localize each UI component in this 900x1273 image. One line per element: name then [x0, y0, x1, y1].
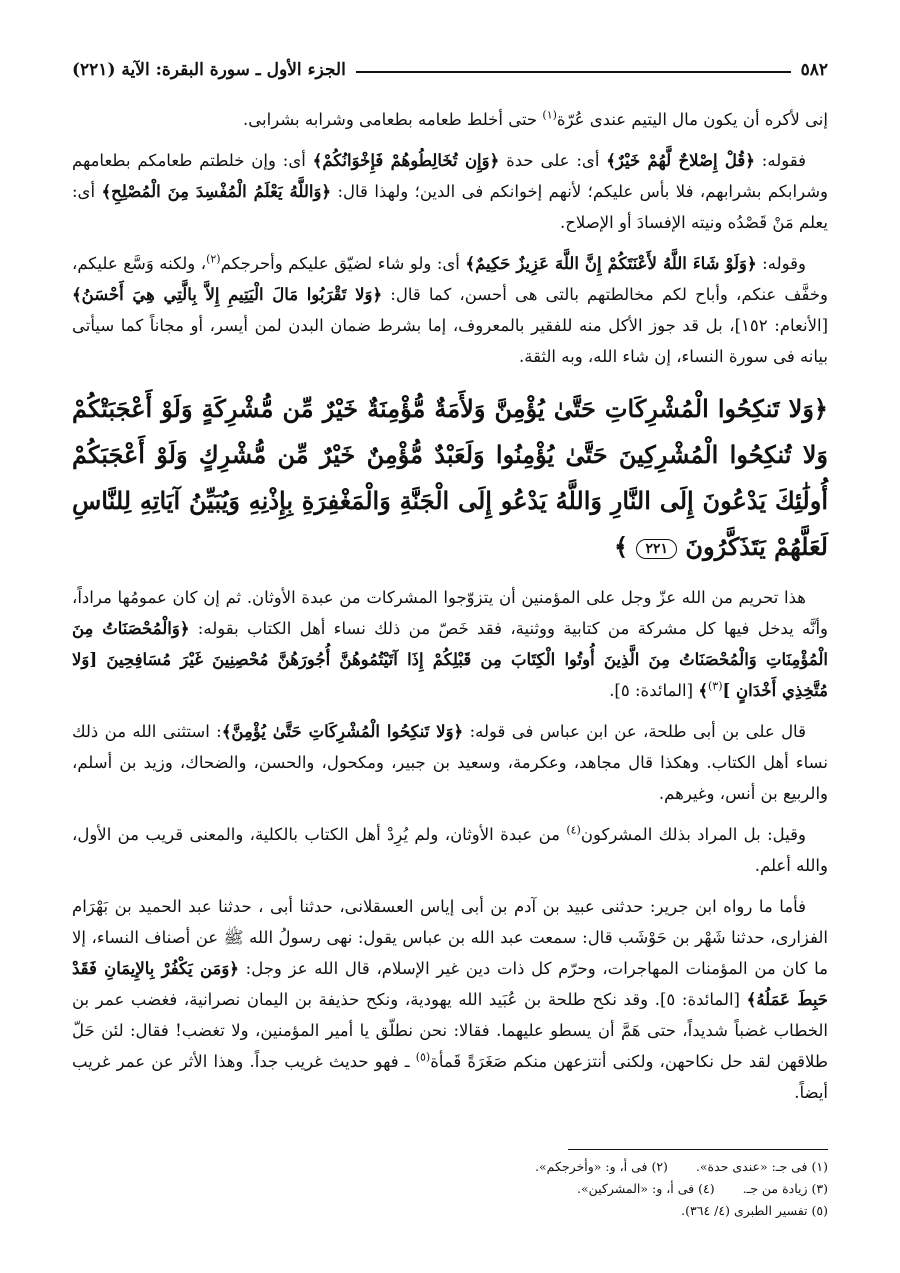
quran-quote: ﴿وَاللَّهُ يَعْلَمُ الْمُفْسِدَ مِنَ الْمُصْلِحِ﴾	[101, 182, 332, 201]
text-run: أى: ولو شاء لضيّق عليكم وأحرجكم	[220, 254, 466, 273]
footnote-ref: (١)	[542, 108, 557, 122]
commentary-paragraph	[72, 819, 828, 881]
page-body	[72, 104, 828, 1108]
quran-quote: ﴿وَلا تَقْرَبُوا مَالَ الْيَتِيمِ إِلاَّ بِالَّتِي هِيَ أَحْسَنُ﴾	[72, 285, 383, 304]
commentary-paragraph	[72, 248, 828, 372]
text-run: [المائدة: ٥]. وقد نكح طلحة بن عُبَيد الله يهودية، ونكح حذيفة بن اليمان نصرانية، فغضب عمر بن الخطاب غضباً شديداً، حتى هَمَّ أن يسطو عليهما. فقالا: نحن نطلّق يا أمير المؤمنين، ولا تغضب! فقال: لئن حَلّ طلاقهن لقد حل نكاحهن، ولكنى أنتزعهن منكم صَغَرَةً قَمأة	[72, 990, 828, 1071]
text-run: أى: على حدة	[499, 151, 607, 170]
footnote-ref: (٥)	[415, 1050, 431, 1064]
quran-quote: ﴿وَلا تَنكِحُوا الْمُشْرِكَاتِ حَتَّىٰ يُؤْمِنَّ﴾	[221, 722, 464, 741]
footnote-ref: (٣)	[707, 679, 723, 693]
text-run: هذا تحريم من الله عزّ وجل على المؤمنين أن يتزوّجوا المشركات من عبدة الأوثان. ثم إن كان عمومُها مراداً، وأنَّه يدخل فيها كل مشركة من كتابية ووثنية، فقد خَصّ من ذلك نساء أهل الكتاب بقوله:	[72, 588, 828, 638]
commentary-paragraph	[72, 891, 828, 1108]
footnote-row	[72, 1200, 828, 1222]
commentary-paragraph	[72, 145, 828, 238]
footnote-3: (٣) زيادة من جـ.	[742, 1181, 828, 1196]
footnote-5: (٥) تفسير الطبرى (٤/ ٣٦٤).	[681, 1203, 828, 1218]
commentary-paragraph	[72, 582, 828, 706]
text-run: فأما ما رواه ابن جرير: حدثنى عبيد بن آدم بن أبى إياس العسقلانى، حدثنا أبى ، حدثنا عبد الحميد بن بَهْرَام الفزارى، حدثنا شَهْر بن حَوْشَب قال: سمعت عبد الله بن عباس يقول: نهى رسولُ الله ﷺ عن أصناف النساء، إلا ما كان من المؤمنات المهاجرات، وحرّم كل ذات دين غير الإسلام، قال الله عز وجل:	[72, 897, 828, 978]
text-run: ـ فهو حديث غريب جداً. وهذا الأثر عن عمر غريب أيضاً.	[72, 1052, 828, 1102]
quran-quote: ﴿وَمَن يَكْفُرْ بِالإِيمَانِ فَقَدْ حَبِطَ عَمَلُهُ﴾	[72, 959, 829, 1009]
page-header	[72, 60, 828, 80]
text-run: فقوله:	[754, 151, 806, 170]
footnote-ref: (٤)	[566, 823, 581, 837]
quran-quote: ﴿قُلْ إِصْلاحٌ لَّهُمْ خَيْرٌ﴾	[606, 151, 755, 170]
verse-block	[72, 386, 828, 570]
text-run: [الأنعام: ١٥٢]، بل قد جوز الأكل منه للفقير بالمعروف، إما بشرط ضمان البدن لمن أيسر، أو مجاناً كما سيأتى بيانه فى سورة النساء، إن شاء الله، وبه الثقة.	[72, 316, 829, 366]
footnote-4: (٤) فى أ، و: «المشركين».	[576, 1181, 715, 1196]
text-run: حتى أخلط طعامه بطعامى وشرابه بشرابى.	[243, 110, 543, 129]
text-run: أى: وإن خلطتم طعامكم بطعامهم وشرابكم بشرابهم، فلا بأس عليكم؛ لأنهم إخوانكم فى الدين؛ ولهذا قال:	[72, 151, 828, 201]
text-run: ، ولكنه وَسَّع عليكم، وخفَّف عنكم، وأباح لكم مخالطتهم بالتى هى أحسن، كما قال:	[72, 254, 828, 304]
text-run: إنى لأكره أن يكون مال اليتيم عندى عُرّة	[556, 110, 828, 129]
text-run: قال على بن أبى طلحة، عن ابن عباس فى قوله:	[463, 722, 806, 741]
footnotes	[72, 1149, 828, 1222]
verse-number-badge: ٢٢١	[636, 539, 677, 559]
quran-quote: ﴿وَالْمُحْصَنَاتُ مِنَ الْمُؤْمِنَاتِ وَالْمُحْصَنَاتُ مِنَ الَّذِينَ أُوتُوا الْكِتَابَ مِن قَبْلِكُمْ إِذَا آتَيْتُمُوهُنَّ أُجُورَهُنَّ مُحْصِنِينَ غَيْرَ مُسَافِحِينَ [وَلا مُتَّخِذِي أَخْدَانٍ ]	[72, 619, 828, 700]
quran-quote: ﴿وَلَوْ شَاءَ اللَّهُ لأَعْنَتَكُمْ إِنَّ اللَّهَ عَزِيزٌ حَكِيمٌ﴾	[465, 254, 757, 273]
verse-close-bracket: ﴾	[614, 532, 629, 561]
commentary-paragraph	[72, 104, 828, 135]
footnote-row	[72, 1156, 828, 1178]
header-rule	[356, 71, 791, 73]
running-title: الجزء الأول ـ سورة البقرة: الآية (٢٢١)	[72, 60, 346, 80]
text-run: : استثنى الله من ذلك نساء أهل الكتاب. وهكذا قال مجاهد، وعكرمة، وسعيد بن جبير، ومكحول، والحسن، والضحاك، وزيد بن أسلم، والربيع بن أنس، وغيرهم.	[72, 722, 828, 803]
quran-quote: ﴿وَإِن تُخَالِطُوهُمْ فَإِخْوَانُكُمْ﴾	[312, 151, 500, 170]
commentary-paragraph	[72, 716, 828, 809]
text-run: [المائدة: ٥].	[609, 681, 699, 700]
commentary-section-1	[72, 104, 828, 372]
text-run: أى: يعلم مَنْ قَصْدُه ونيته الإفسادَ أو الإصلاح.	[72, 182, 828, 232]
text-run: من عبدة الأوثان، ولم يُرِدْ أهل الكتاب بالكلية، والمعنى قريب من الأول، والله أعلم.	[72, 825, 828, 875]
footnote-2: (٢) فى أ، و: «وأخرجكم».	[535, 1159, 668, 1174]
page-number: ٥٨٢	[800, 60, 828, 80]
verse-text: ﴿وَلا تَنكِحُوا الْمُشْرِكَاتِ حَتَّىٰ يُؤْمِنَّ وَلأَمَةٌ مُّؤْمِنَةٌ خَيْرٌ مِّن مُّشْرِكَةٍ وَلَوْ أَعْجَبَتْكُمْ وَلا تُنكِحُوا الْمُشْرِكِينَ حَتَّىٰ يُؤْمِنُوا وَلَعَبْدٌ مُّؤْمِنٌ خَيْرٌ مِّن مُّشْرِكٍ وَلَوْ أَعْجَبَكُمْ أُولَٰئِكَ يَدْعُونَ إِلَى النَّارِ وَاللَّهُ يَدْعُو إِلَى الْجَنَّةِ وَالْمَغْفِرَةِ بِإِذْنِهِ وَيُبَيِّنُ آيَاتِهِ لِلنَّاسِ لَعَلَّهُمْ يَتَذَكَّرُونَ	[72, 394, 828, 561]
commentary-section-2	[72, 582, 828, 1108]
text-run: وقيل: بل المراد بذلك المشركون	[580, 825, 806, 844]
text-run: وقوله:	[756, 254, 806, 273]
footnote-1: (١) فى جـ: «عندى حدة».	[695, 1159, 828, 1174]
footnote-rule	[568, 1149, 828, 1150]
quran-quote: ﴾	[698, 681, 708, 700]
footnote-ref: (٢)	[206, 252, 221, 266]
footnote-row	[72, 1178, 828, 1200]
